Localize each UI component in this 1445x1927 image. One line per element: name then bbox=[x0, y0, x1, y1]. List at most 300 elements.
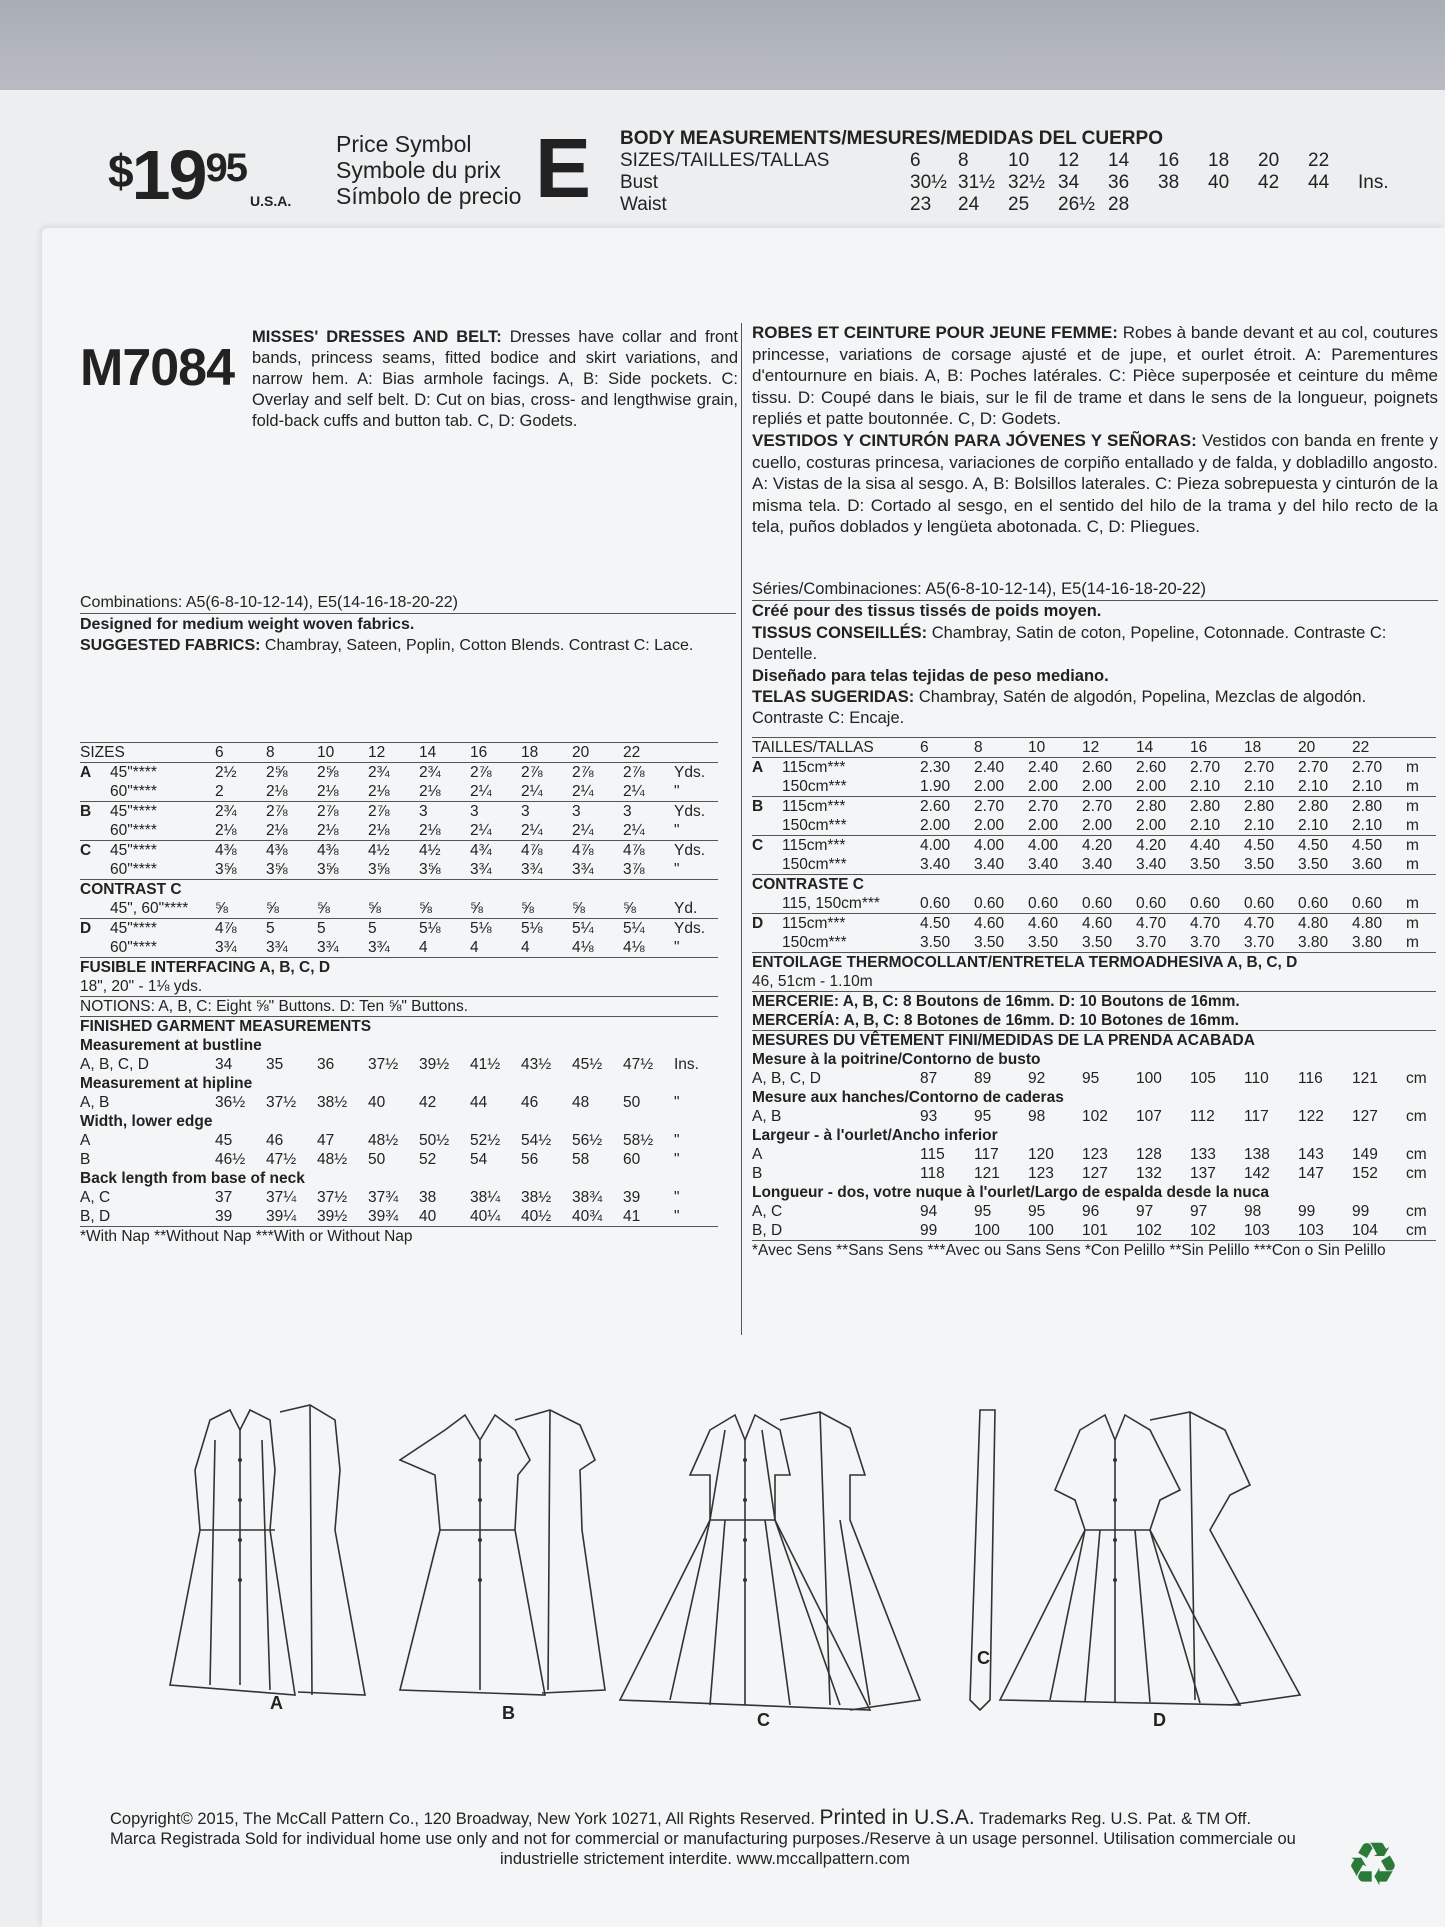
row-value: 3¾ bbox=[215, 938, 237, 956]
row-value: 50½ bbox=[419, 1131, 450, 1149]
row-unit: cm bbox=[1406, 1164, 1427, 1182]
row-view: C bbox=[80, 841, 110, 861]
row-value: 47½ bbox=[266, 1150, 297, 1168]
row-value: 3¾ bbox=[266, 938, 288, 956]
size-header: 12 bbox=[368, 743, 419, 763]
view-b-sketch bbox=[400, 1410, 605, 1695]
row-value: 2.10 bbox=[1190, 777, 1221, 795]
row-value: 39½ bbox=[317, 1207, 348, 1225]
size-header: 8 bbox=[266, 743, 317, 763]
row-value: 56½ bbox=[572, 1131, 603, 1149]
bust-value: 30½ bbox=[910, 172, 947, 193]
row-view bbox=[752, 894, 782, 914]
fr-tissus-label: TISSUS CONSEILLÉS: bbox=[752, 623, 928, 642]
row-value: 50 bbox=[623, 1093, 641, 1111]
row-value: ⅝ bbox=[266, 899, 279, 917]
row-value: 2⅛ bbox=[419, 821, 441, 839]
row-value: 2.00 bbox=[1136, 777, 1167, 795]
row-value: 5¼ bbox=[572, 919, 623, 939]
table-row bbox=[752, 933, 1436, 953]
row-value: 104 bbox=[1352, 1221, 1378, 1239]
row-value: 41½ bbox=[470, 1055, 501, 1073]
measurement-row bbox=[80, 1207, 718, 1227]
waist-value bbox=[1308, 194, 1358, 216]
row-value: 48 bbox=[572, 1093, 590, 1111]
row-value: 99 bbox=[1298, 1202, 1316, 1220]
row-unit: cm bbox=[1406, 1069, 1427, 1087]
row-value: 40 bbox=[368, 1093, 386, 1111]
row-value: 46 bbox=[266, 1131, 284, 1149]
row-value: 4 bbox=[419, 938, 428, 956]
row-value: 2⅛ bbox=[368, 782, 390, 800]
row-value: 107 bbox=[1136, 1107, 1162, 1125]
table-row bbox=[752, 758, 1436, 778]
section-label: *Avec Sens **Sans Sens ***Avec ou Sans Sens *Con Pelillo **Sin Pelillo ***Con o Sin Pelillo bbox=[752, 1241, 1436, 1261]
row-value: 38¼ bbox=[470, 1188, 501, 1206]
row-value: 4.60 bbox=[1082, 914, 1136, 934]
sizes-row bbox=[80, 743, 718, 763]
row-value: 2.70 bbox=[1298, 758, 1329, 776]
row-value: 137 bbox=[1190, 1164, 1216, 1182]
row-value: 4⅜ bbox=[215, 841, 266, 861]
row-value: 3.40 bbox=[1136, 855, 1167, 873]
row-view: D bbox=[752, 914, 782, 934]
row-unit: m bbox=[1406, 933, 1419, 951]
sizes-row bbox=[752, 738, 1436, 758]
measurement-row bbox=[752, 1107, 1436, 1126]
table-row bbox=[752, 914, 1436, 934]
section-label: 46, 51cm - 1.10m bbox=[752, 972, 873, 990]
row-value: 54½ bbox=[521, 1131, 552, 1149]
row-value: 2¼ bbox=[470, 782, 492, 800]
row-width: 45"**** bbox=[110, 919, 215, 939]
row-value: 92 bbox=[1028, 1069, 1046, 1087]
section-label: Longueur - dos, votre nuque à l'ourlet/Largo de espalda desde la nuca bbox=[752, 1183, 1269, 1201]
row-value: 2.70 bbox=[1244, 758, 1275, 776]
section-row bbox=[80, 1169, 718, 1188]
row-value: 3¾ bbox=[521, 860, 543, 878]
es-desc-text: Vestidos con banda en frente y cuello, costuras princesa, variaciones de corpiño entallado y de falda, y dobladillo angosto. A: Vistas de la sisa al sesgo. A, B: Bolsillos laterales. C: Pieza sobrepuesta y cinturón de la misma tela. D: Cortado al sesgo, en el sentido del hilo de la trama y del hilo recto de la tela, puños doblados y lengüeta abotonada. C, D: Pliegues. bbox=[752, 430, 1438, 537]
row-value: 3.40 bbox=[1028, 855, 1059, 873]
row-width: 115cm*** bbox=[782, 836, 920, 856]
row-value: 2.10 bbox=[1190, 816, 1221, 834]
unit-header bbox=[1406, 738, 1436, 758]
row-value: 2.10 bbox=[1244, 777, 1275, 795]
row-value: 2.00 bbox=[1082, 777, 1113, 795]
row-value: 2.70 bbox=[1082, 797, 1136, 817]
size-header: 16 bbox=[470, 743, 521, 763]
measurement-row bbox=[752, 1221, 1436, 1241]
table-row bbox=[752, 816, 1436, 836]
row-value: 5⅛ bbox=[419, 919, 470, 939]
row-view: A bbox=[752, 758, 764, 776]
row-value: 43½ bbox=[521, 1055, 552, 1073]
en-description bbox=[252, 327, 738, 432]
section-label: Measurement at bustline bbox=[80, 1036, 262, 1054]
row-view bbox=[752, 855, 782, 875]
row-value: 4.50 bbox=[920, 914, 974, 934]
section-row bbox=[80, 1227, 718, 1247]
row-value: 0.60 bbox=[1028, 894, 1059, 912]
row-value: 95 bbox=[974, 1202, 992, 1220]
row-value: 2.00 bbox=[1028, 816, 1059, 834]
row-value: 98 bbox=[1028, 1107, 1046, 1125]
row-unit: m bbox=[1406, 816, 1419, 834]
table-row bbox=[80, 919, 718, 939]
fr-es-fabrics bbox=[752, 579, 1438, 730]
row-value: 3⅝ bbox=[317, 860, 339, 878]
section-row bbox=[80, 1074, 718, 1093]
row-value: 2.00 bbox=[1082, 816, 1113, 834]
section-label: CONTRASTE C bbox=[752, 875, 1436, 895]
row-value: 39 bbox=[623, 1188, 641, 1206]
row-view: D bbox=[80, 919, 110, 939]
bust-value: 36 bbox=[1108, 172, 1130, 193]
row-value: 2⅞ bbox=[623, 763, 645, 781]
row-unit: m bbox=[1406, 855, 1419, 873]
body-measurements-table bbox=[620, 150, 1389, 216]
table-row bbox=[80, 860, 718, 880]
row-value: 58½ bbox=[623, 1131, 654, 1149]
fr-desc-text: Robes à bande devant et au col, coutures princesse, variations de corsage ajusté et de jupe, et ourlet étroit. A: Parementures d'entournure en biais. A, B: Poches latérales. C: Pièce superposée et ceinture du même tissu. D: Coupé dans le biais, sur le fil de trame et dans le sens de la longueur, poignets repliés et patte boutonnée. C, D: Godets. bbox=[752, 323, 1438, 429]
section-label: Mesure aux hanches/Contorno de caderas bbox=[752, 1088, 1064, 1106]
row-width: 150cm*** bbox=[782, 855, 847, 873]
row-value: 0.60 bbox=[920, 894, 951, 912]
measurement-row bbox=[752, 1069, 1436, 1088]
row-value: 2.10 bbox=[1244, 816, 1275, 834]
row-value: 2⅞ bbox=[317, 802, 368, 822]
row-view: A, B, C, D bbox=[80, 1055, 149, 1073]
row-view bbox=[80, 782, 110, 802]
row-value: 2.80 bbox=[1244, 797, 1298, 817]
section-label: CONTRAST C bbox=[80, 880, 718, 900]
en-fabrics-text: Chambray, Sateen, Poplin, Cotton Blends. Contrast C: Lace. bbox=[264, 637, 694, 654]
row-value: 37¾ bbox=[368, 1188, 399, 1206]
measurement-row bbox=[80, 1055, 718, 1074]
row-value: 4.70 bbox=[1136, 914, 1190, 934]
row-value: 0.60 bbox=[1298, 894, 1329, 912]
size: 8 bbox=[958, 150, 969, 171]
section-row bbox=[752, 1241, 1436, 1261]
row-width: 45", 60"**** bbox=[110, 899, 189, 917]
row-value: 97 bbox=[1190, 1202, 1208, 1220]
row-value: 41 bbox=[623, 1207, 641, 1225]
fr-es-description bbox=[752, 322, 1438, 538]
row-unit: " bbox=[674, 782, 680, 800]
section-row bbox=[80, 1112, 718, 1131]
waist-value: 23 bbox=[910, 194, 932, 215]
price-currency: $ bbox=[108, 145, 132, 197]
row-value: 101 bbox=[1082, 1221, 1108, 1239]
row-value: 102 bbox=[1082, 1107, 1108, 1125]
row-value: 2⅞ bbox=[368, 802, 419, 822]
printed-in: Printed in U.S.A. bbox=[819, 1806, 975, 1829]
price-dollars: 19 bbox=[131, 136, 206, 214]
row-value: 2¼ bbox=[470, 821, 492, 839]
row-view: A, B bbox=[80, 1093, 110, 1111]
row-value: 2.00 bbox=[1136, 816, 1167, 834]
row-value: 99 bbox=[1352, 1202, 1370, 1220]
row-value: 121 bbox=[974, 1164, 1000, 1182]
row-value: 2.00 bbox=[920, 816, 951, 834]
row-value: 100 bbox=[1028, 1221, 1054, 1239]
row-value: 120 bbox=[1028, 1145, 1054, 1163]
table-row bbox=[752, 836, 1436, 856]
row-value: 4.80 bbox=[1298, 914, 1352, 934]
section-row bbox=[752, 1126, 1436, 1145]
row-width: 45"**** bbox=[110, 841, 215, 861]
row-value: ⅝ bbox=[317, 899, 330, 917]
row-value: 115 bbox=[920, 1145, 945, 1163]
size-header: 14 bbox=[1136, 738, 1190, 758]
row-unit: cm bbox=[1406, 1202, 1427, 1220]
row-value: 2⅛ bbox=[266, 821, 288, 839]
row-view: A bbox=[80, 1131, 91, 1149]
row-value: 4½ bbox=[419, 841, 470, 861]
row-value: 50 bbox=[368, 1150, 386, 1168]
row-value: 3.50 bbox=[920, 933, 951, 951]
price-symbol-fr: Symbole du prix bbox=[336, 157, 501, 183]
row-value: 56 bbox=[521, 1150, 539, 1168]
row-unit: Ins. bbox=[674, 1055, 699, 1073]
row-unit: " bbox=[674, 821, 680, 839]
row-value: 99 bbox=[920, 1221, 938, 1239]
row-value: 93 bbox=[920, 1107, 938, 1125]
row-value: 39½ bbox=[419, 1055, 450, 1073]
row-unit: " bbox=[674, 938, 680, 956]
row-width: 60"**** bbox=[110, 860, 157, 878]
row-unit: m bbox=[1406, 914, 1436, 934]
row-unit: cm bbox=[1406, 1145, 1427, 1163]
row-value: 118 bbox=[920, 1164, 945, 1182]
row-unit: Yds. bbox=[674, 841, 718, 861]
row-value: 116 bbox=[1298, 1069, 1323, 1087]
section-row bbox=[752, 972, 1436, 992]
row-value: 37½ bbox=[266, 1093, 297, 1111]
row-view: B bbox=[752, 797, 782, 817]
row-value: 46 bbox=[521, 1093, 539, 1111]
row-value: 127 bbox=[1352, 1107, 1378, 1125]
measurement-row bbox=[80, 1131, 718, 1150]
row-value: 2.60 bbox=[1136, 758, 1167, 776]
size-header: 22 bbox=[623, 743, 674, 763]
row-value: 87 bbox=[920, 1069, 938, 1087]
en-combinations: Combinations: A5(6-8-10-12-14), E5(14-16-18-20-22) bbox=[80, 594, 458, 611]
row-value: 143 bbox=[1298, 1145, 1324, 1163]
row-value: 3⅞ bbox=[623, 860, 645, 878]
section-label: 18", 20" - 1⅛ yds. bbox=[80, 977, 203, 995]
row-view bbox=[80, 860, 110, 880]
row-value: 4 bbox=[470, 938, 479, 956]
row-value: 36½ bbox=[215, 1093, 246, 1111]
row-value: 2½ bbox=[215, 763, 237, 781]
row-value: 2.00 bbox=[1028, 777, 1059, 795]
row-value: 4.50 bbox=[1352, 836, 1406, 856]
section-row bbox=[752, 1031, 1436, 1051]
size: 22 bbox=[1308, 150, 1330, 171]
row-value: 4.00 bbox=[920, 836, 974, 856]
row-value: 38¾ bbox=[572, 1188, 603, 1206]
row-unit: m bbox=[1406, 797, 1436, 817]
bust-unit: Ins. bbox=[1358, 172, 1389, 193]
row-value: 60 bbox=[623, 1150, 641, 1168]
row-value: 2⅞ bbox=[266, 802, 317, 822]
section-label: ENTOILAGE THERMOCOLLANT/ENTRETELA TERMOADHESIVA A, B, C, D bbox=[752, 953, 1436, 973]
row-value: 4⅞ bbox=[572, 841, 623, 861]
fr-yardage-table bbox=[752, 737, 1438, 1260]
section-label: MERCERIE: A, B, C: 8 Boutons de 16mm. D: 10 Boutons de 16mm. bbox=[752, 992, 1436, 1012]
row-unit: " bbox=[674, 1207, 680, 1225]
row-view: A bbox=[752, 1145, 763, 1163]
copyright-footer bbox=[110, 1808, 1340, 1869]
size: 20 bbox=[1258, 150, 1280, 171]
en-yardage-table bbox=[80, 742, 738, 1246]
row-value: 112 bbox=[1190, 1107, 1215, 1125]
row-value: 4 bbox=[521, 938, 530, 956]
row-value: 4⅜ bbox=[266, 841, 317, 861]
row-value: 1.90 bbox=[920, 777, 951, 795]
row-value: 3.70 bbox=[1244, 933, 1275, 951]
row-value: 4.60 bbox=[974, 914, 1028, 934]
row-width: 60"**** bbox=[110, 821, 157, 839]
row-value: 2.60 bbox=[920, 797, 974, 817]
row-value: 102 bbox=[1136, 1221, 1162, 1239]
row-value: 47½ bbox=[623, 1055, 654, 1073]
row-value: 3⅝ bbox=[266, 860, 288, 878]
row-value: 5 bbox=[266, 919, 317, 939]
row-value: 5⅛ bbox=[521, 919, 572, 939]
row-value: 117 bbox=[974, 1145, 999, 1163]
row-value: 127 bbox=[1082, 1164, 1108, 1182]
bust-value: 38 bbox=[1158, 172, 1180, 193]
row-value: 2¾ bbox=[368, 763, 390, 781]
row-value: 2.70 bbox=[1028, 797, 1082, 817]
measurement-row bbox=[80, 1150, 718, 1169]
section-label: NOTIONS: A, B, C: Eight ⅝" Buttons. D: Ten ⅝" Buttons. bbox=[80, 997, 718, 1017]
row-value: ⅝ bbox=[419, 899, 432, 917]
row-value: 100 bbox=[974, 1221, 1000, 1239]
row-view: B, D bbox=[80, 1207, 111, 1225]
row-value: 2⅞ bbox=[572, 763, 594, 781]
row-unit: " bbox=[674, 1188, 680, 1206]
row-value: 147 bbox=[1298, 1164, 1324, 1182]
row-value: 45 bbox=[215, 1131, 233, 1149]
row-value: 3.50 bbox=[1082, 933, 1113, 951]
body-measurements-title: BODY MEASUREMENTS/MESURES/MEDIDAS DEL CUERPO bbox=[620, 128, 1163, 149]
size: 12 bbox=[1058, 150, 1080, 171]
row-value: 2.00 bbox=[974, 777, 1005, 795]
row-value: 3.80 bbox=[1352, 933, 1383, 951]
usage-text: Marca Registrada Sold for individual home use only and not for commercial or manufacturing purposes./Reserve à un usage personnel. Utilisation commerciale ou bbox=[110, 1830, 1296, 1848]
section-row bbox=[80, 1017, 718, 1037]
row-view: A bbox=[80, 763, 92, 781]
row-unit: Yds. bbox=[674, 802, 718, 822]
row-value: 142 bbox=[1244, 1164, 1270, 1182]
section-row bbox=[752, 875, 1436, 895]
row-unit: " bbox=[674, 1150, 680, 1168]
row-value: 3 bbox=[521, 802, 572, 822]
trademark-text: Trademarks Reg. U.S. Pat. & TM Off. bbox=[979, 1810, 1252, 1828]
row-view: A, C bbox=[80, 1188, 111, 1206]
row-value: 39¾ bbox=[368, 1207, 399, 1225]
row-value: 4.60 bbox=[1028, 914, 1082, 934]
row-value: 149 bbox=[1352, 1145, 1378, 1163]
table-row bbox=[752, 894, 1436, 914]
row-value: 46½ bbox=[215, 1150, 246, 1168]
row-value: 2⅛ bbox=[368, 821, 390, 839]
row-value: 2.10 bbox=[1352, 816, 1383, 834]
sizes-label: SIZES/TAILLES/TALLAS bbox=[620, 150, 830, 171]
pattern-code: M7084 bbox=[80, 339, 234, 397]
size-header: 10 bbox=[317, 743, 368, 763]
section-label: Mesure à la poitrine/Contorno de busto bbox=[752, 1050, 1041, 1068]
row-value: 138 bbox=[1244, 1145, 1270, 1163]
section-row bbox=[752, 992, 1436, 1012]
row-value: 4⅛ bbox=[623, 938, 645, 956]
bust-value: 31½ bbox=[958, 172, 995, 193]
row-value: 152 bbox=[1352, 1164, 1378, 1182]
row-value: 117 bbox=[1244, 1107, 1269, 1125]
row-value: 36 bbox=[317, 1055, 335, 1073]
row-value: 2.40 bbox=[974, 758, 1005, 776]
waist-value bbox=[1158, 194, 1208, 216]
row-value: 2¼ bbox=[572, 821, 594, 839]
row-value: 5⅛ bbox=[470, 919, 521, 939]
row-value: 2.70 bbox=[974, 797, 1028, 817]
row-value: 2¼ bbox=[623, 782, 645, 800]
measurement-row bbox=[752, 1202, 1436, 1221]
waist-value bbox=[1208, 194, 1258, 216]
row-value: 5 bbox=[368, 919, 419, 939]
row-value: 38½ bbox=[521, 1188, 552, 1206]
row-value: 3.60 bbox=[1352, 855, 1383, 873]
row-view: C bbox=[752, 836, 782, 856]
yardage-grid bbox=[80, 742, 718, 1246]
measurement-row bbox=[752, 1145, 1436, 1164]
size-header: 12 bbox=[1082, 738, 1136, 758]
row-view: B bbox=[80, 1150, 91, 1168]
section-label: Measurement at hipline bbox=[80, 1074, 253, 1092]
section-row bbox=[80, 880, 718, 900]
size-header: 6 bbox=[215, 743, 266, 763]
row-value: 3.70 bbox=[1136, 933, 1167, 951]
row-value: 3⅝ bbox=[368, 860, 390, 878]
row-value: 3 bbox=[419, 802, 470, 822]
row-value: 3 bbox=[470, 802, 521, 822]
belt-label: C bbox=[977, 1648, 990, 1668]
row-value: 2¼ bbox=[521, 782, 543, 800]
row-value: 0.60 bbox=[1190, 894, 1221, 912]
row-value: 2⅛ bbox=[419, 782, 441, 800]
waist-value: 25 bbox=[1008, 194, 1030, 215]
row-value: 54 bbox=[470, 1150, 488, 1168]
row-value: 4⅞ bbox=[215, 919, 266, 939]
row-value: 3¾ bbox=[317, 938, 339, 956]
section-label: FINISHED GARMENT MEASUREMENTS bbox=[80, 1017, 718, 1037]
row-value: 2.80 bbox=[1352, 797, 1406, 817]
row-value: 5 bbox=[317, 919, 368, 939]
en-desc-text: Dresses have collar and front bands, princess seams, fitted bodice and skirt variations, and narrow hem. A: Bias armhole facings. A, B: Side pockets. C: Overlay and self belt. D: Cut on bias, cross- and lengthwise grain, fold-back cuffs and button tab. C, D: Godets. bbox=[252, 328, 738, 430]
row-value: ⅝ bbox=[368, 899, 381, 917]
row-unit: Yd. bbox=[674, 899, 698, 917]
row-value: 2.30 bbox=[920, 758, 951, 776]
es-telas-text: Chambray, Satén de algodón, Popelina, Mezclas de algodón. Contraste C: Encaje. bbox=[752, 688, 1367, 728]
row-value: 2⅛ bbox=[266, 782, 288, 800]
row-value: 4.00 bbox=[1028, 836, 1082, 856]
row-value: 2¼ bbox=[572, 782, 594, 800]
size-header: 8 bbox=[974, 738, 1028, 758]
row-width: 60"**** bbox=[110, 938, 157, 956]
